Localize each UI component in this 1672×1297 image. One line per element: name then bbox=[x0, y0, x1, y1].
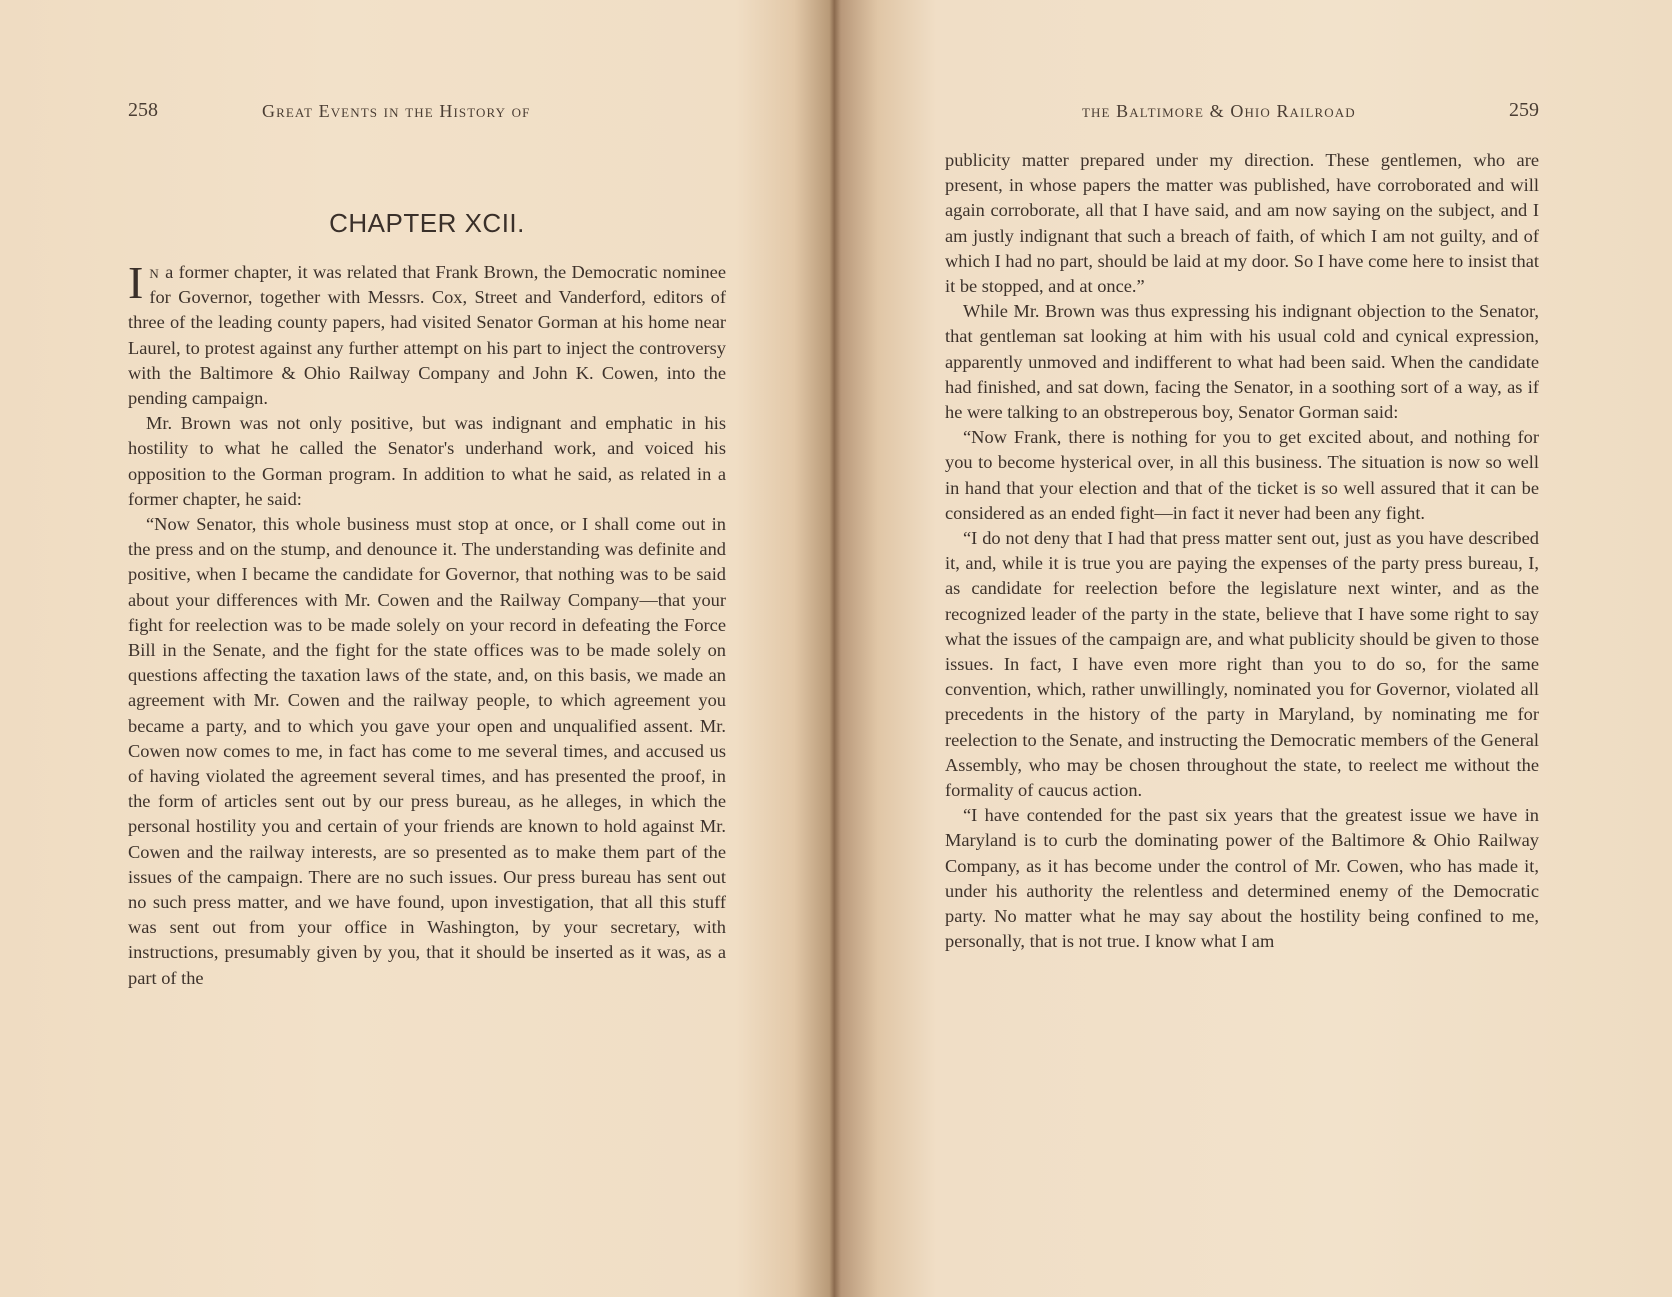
paragraph-6: “I do not deny that I had that press matter sent out, just as you have described it, and, while it is true you are paying the expenses of the party press bureau, I, as candidate for reelection before the legislature next winter, and as the recognized leader of the party in the state, believe that I have some right to say what the issues of the campaign are, and what publicity should be given to those issues. In fact, I have even more right than you to do so, for the same convention, which, rather unwillingly, nominated you for Governor, violated all precedents in the history of the party in Maryland, by nominating me for reelection to the Senate, and instructing the Democratic members of the General Assembly, who may be chosen throughout the state, to reelect me without the formality of caucus action. bbox=[945, 528, 1539, 801]
chapter-title: CHAPTER XCII. bbox=[329, 208, 525, 238]
left-page-body bbox=[128, 257, 726, 991]
page-number-right: 259 bbox=[1509, 99, 1539, 121]
lead-smallcaps: n bbox=[149, 262, 160, 282]
paragraph-1 bbox=[128, 257, 726, 411]
dropcap: I bbox=[128, 257, 144, 308]
left-page bbox=[0, 0, 835, 1297]
paragraph-2: Mr. Brown was not only positive, but was indignant and emphatic in his hostility to what he called the Senator's underhand work, and voiced his opposition to the Gorman program. In addition to what he said, as related in a former chapter, he said: bbox=[128, 413, 726, 509]
running-head-left: Great Events in the History of bbox=[262, 101, 531, 121]
running-head-right: the Baltimore & Ohio Railroad bbox=[1082, 101, 1356, 121]
paragraph-5: “Now Frank, there is nothing for you to get excited about, and nothing for you to become hysterical over, in all this business. The situation is now so well in hand that your election and that of the ticket is so well assured that it can be considered as an ended fight—in fact it never had been any fight. bbox=[945, 427, 1539, 523]
paragraph-4: While Mr. Brown was thus expressing his indignant objection to the Senator, that gentleman sat looking at him with his usual cold and cynical expression, apparently unmoved and indifferent to what had been said. When the candidate had finished, and sat down, facing the Senator, in a soothing sort of a way, as if he were talking to an obstreperous boy, Senator Gorman said: bbox=[945, 301, 1539, 423]
paragraph-7: “I have contended for the past six years that the greatest issue we have in Maryland is to curb the dominating power of the Baltimore & Ohio Railway Company, as it has become under the control of Mr. Cowen, who has made it, under his authority the relentless and determined enemy of the Democratic party. No matter what he may say about the hostility being confined to me, personally, that is not true. I know what I am bbox=[945, 805, 1539, 952]
right-page-body bbox=[945, 148, 1539, 955]
paragraph-3: “Now Senator, this whole business must stop at once, or I shall come out in the press and on the stump, and denounce it. The understanding was definite and positive, when I became the candidate for Governor, that nothing was to be said about your differences with Mr. Cowen and the Railway Company—that your fight for reelection was to be made solely on your record in defeating the Force Bill in the Senate, and the fight for the state offices was to be made solely on questions affecting the taxation laws of the state, and, on this basis, we made an agreement with Mr. Cowen and the railway people, to which agreement you became a party, and to which you gave your open and unqualified assent. Mr. Cowen now comes to me, in fact has come to me several times, and accused us of having violated the agreement several times, and has presented the proof, in the form of articles sent out by our press bureau, as he alleges, in which the personal hostility you and certain of your friends are known to hold against Mr. Cowen and the railway interests, are so presented as to make them part of the issues of the campaign. There are no such issues. Our press bureau has sent out no such press matter, and we have found, upon investigation, that all this stuff was sent out from your office in Washington, by your secretary, with instructions, presumably given by you, that it should be inserted as it was, as a part of the bbox=[128, 514, 726, 988]
page-number-left: 258 bbox=[128, 99, 158, 121]
continuation-paragraph: publicity matter prepared under my direction. These gentlemen, who are present, in whose papers the matter was published, have corroborated and will again corroborate, all that I have said, and am now saying on the subject, and I am justly indignant that such a breach of faith, of which I am not guilty, and of which I had no part, should be laid at my door. So I have come here to insist that it be stopped, and at once.” bbox=[945, 150, 1539, 297]
paragraph-1-text: a former chapter, it was related that Frank Brown, the Democratic nominee for Governor, together with Messrs. Cox, Street and Vanderford, editors of three of the leading county papers, had visited Senator Gorman at his home near Laurel, to protest against any further attempt on his part to inject the controversy with the Baltimore & Ohio Railway Company and John K. Cowen, into the pending campaign. bbox=[128, 262, 726, 409]
